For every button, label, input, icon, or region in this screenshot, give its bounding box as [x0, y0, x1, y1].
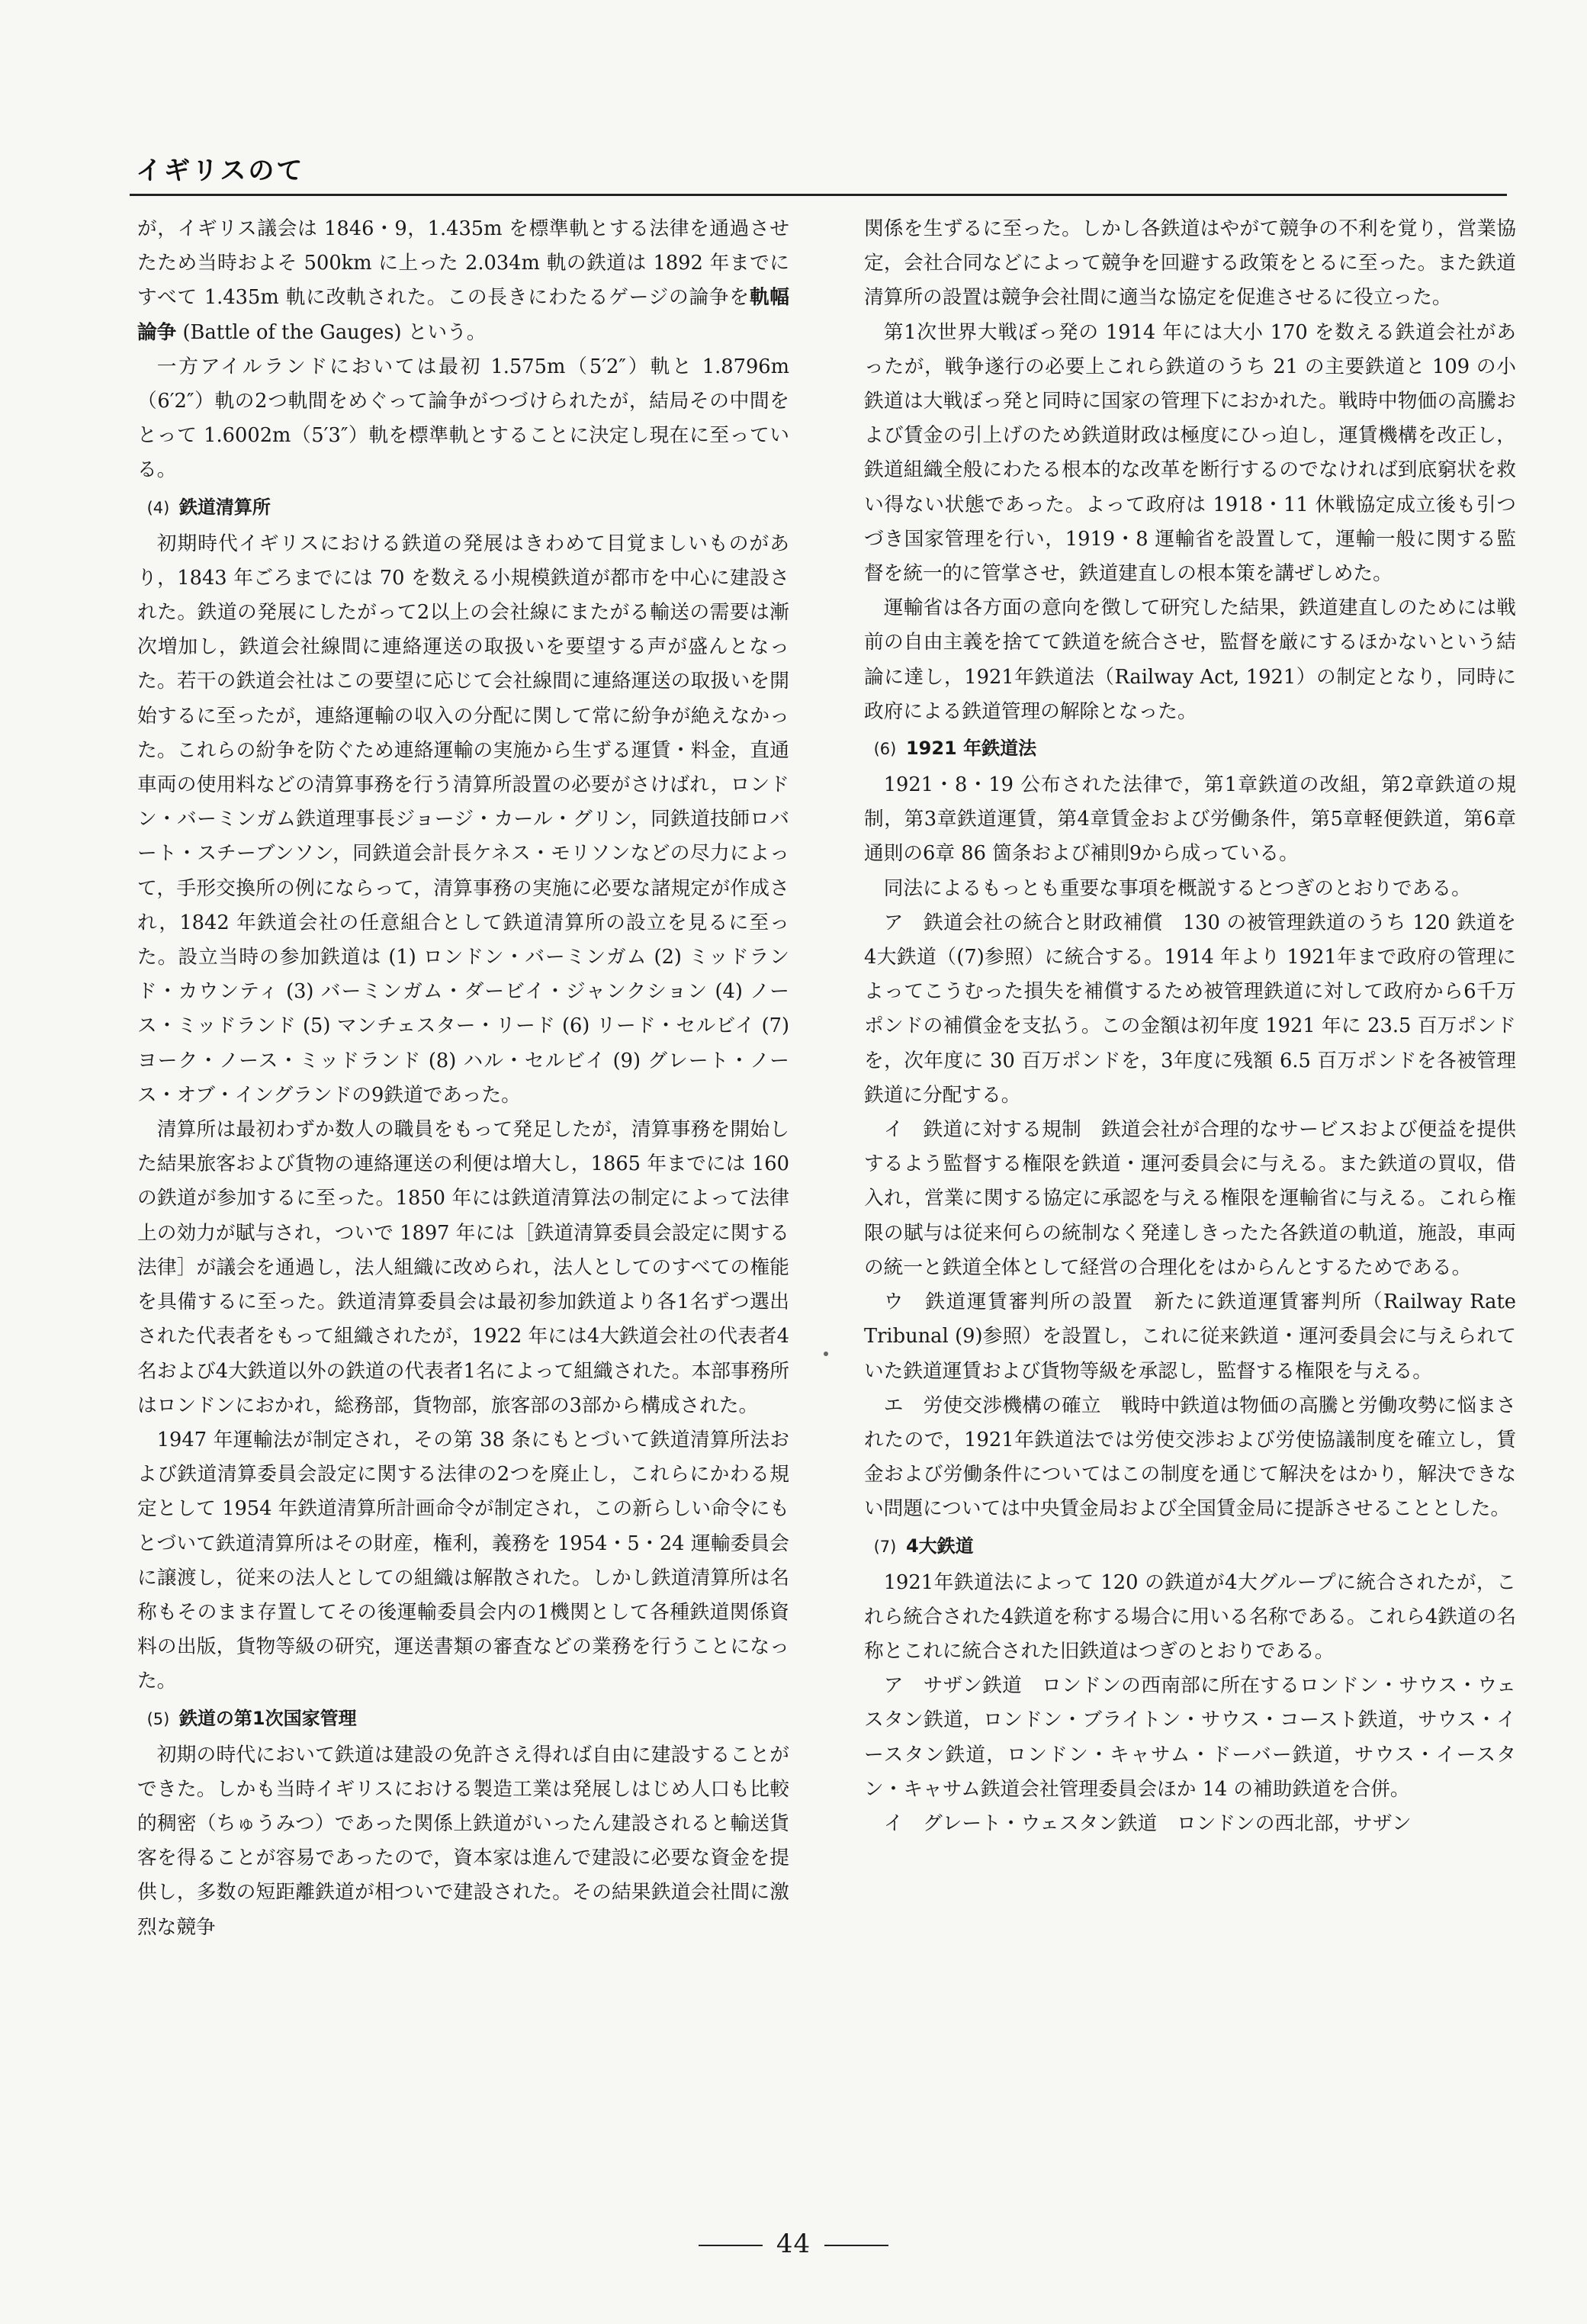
section-heading: [864, 1530, 1516, 1563]
paragraph-text: (Battle of the Gauges) という。: [176, 320, 487, 344]
paragraph: 1921年鉄道法によって 120 の鉄道が4大グループに統合されたが，これら統合された4鉄道を称する場合に用いる名称である。これら4鉄道の名称とこれに統合された旧鉄道はつぎのとおりである。: [864, 1570, 1516, 1663]
scan-speck: [824, 1352, 828, 1356]
paragraph: ア サザン鉄道 ロンドンの西南部に所在するロンドン・サウス・ウェスタン鉄道，ロンドン・ブライトン・サウス・コースト鉄道，サウス・イースタン鉄道，ロンドン・キャサム・ドーバー鉄道，サウス・イースタン・キャサム鉄道会社管理委員会ほか 14 の補助鉄道を合併。: [864, 1674, 1516, 1801]
section-number: (7): [873, 1537, 897, 1556]
paragraph: イ 鉄道に対する規制 鉄道会社が合理的なサービスおよび便益を提供するよう監督する権限を鉄道・運河委員会に与える。また鉄道の買収，借入れ，営業に関する協定に承認を与える権限を運輸省に与える。これら権限の賦与は従来何らの統制なく発達しきったた各鉄道の軌道，施設，車両の統一と鉄道全体として経営の合理化をはからんとするためである。: [864, 1118, 1516, 1279]
right-column: [864, 212, 1516, 1841]
left-column: [137, 212, 789, 1945]
paragraph: 関係を生ずるに至った。しかし各鉄道はやがて競争の不利を覚り，営業協定，会社合同などによって競争を回避する政策をとるに至った。また鉄道清算所の設置は競争会社間に適当な協定を促進させるに役立った。: [864, 217, 1516, 310]
paragraph-text: が，イギリス議会は 1846・9，1.435m を標準軌とする法律を通過させたため当時およそ 500km に上った 2.034m 軌の鉄道は 1892 年までにすべて 1.435m 軌に改軌された。この長きにわたるゲージの論争を: [137, 217, 789, 310]
keyword: 軌幅論争: [137, 286, 789, 344]
section-title: 1921 年鉄道法: [905, 738, 1037, 760]
section-title: 鉄道清算所: [178, 496, 271, 518]
paragraph: 清算所は最初わずか数人の職員をもって発足したが，清算事務を開始した結果旅客および貨物の連絡運送の利便は増大し，1865 年までには 160 の鉄道が参加するに至った。1850 年には鉄道清算法の制定によって法律上の効力が賦与され，ついで 1897 年には［鉄道清算委員会設定に関する法律］が議会を通過し，法人組織に改められ，法人としてのすべての権能を具備するに至った。鉄道清算委員会は最初参加鉄道より各1名ずつ選出された代表者をもって組織されたが，1922 年には4大鉄道会社の代表者4名および4大鉄道以外の鉄道の代表者1名によって組織された。本部事務所はロンドンにおかれ，総務部，貨物部，旅客部の3部から構成された。: [137, 1118, 789, 1417]
running-header: イギリスのて: [136, 156, 305, 186]
paragraph: 運輸省は各方面の意向を徴して研究した結果，鉄道建直しのためには戦前の自由主義を捨てて鉄道を統合させ，監督を厳にするほかないという結論に達し，1921年鉄道法（Railway Act, 1921）の制定となり，同時に政府による鉄道管理の解除となった。: [864, 596, 1516, 723]
page-number-dash-right: [824, 2245, 888, 2246]
paragraph: 第1次世界大戦ぼっ発の 1914 年には大小 170 を数える鉄道会社があったが，戦争遂行の必要上これら鉄道のうち 21 の主要鉄道と 109 の小鉄道は大戦ぼっ発と同時に国家の管理下におかれた。戦時中物価の高騰および賃金の引上げのため鉄道財政は極度にひっ迫し，運賃機構を改正し，鉄道組織全般にわたる根本的な改革を断行するのでなければ到底窮状を救い得ない状態であった。よって政府は 1918・11 休戦協定成立後も引つづき国家管理を行い，1919・8 運輸省を設置して，運輸一般に関する監督を統一的に管掌させ，鉄道建直しの根本策を講ぜしめた。: [864, 320, 1516, 586]
section-number: (4): [146, 498, 170, 517]
paragraph: 1947 年運輸法が制定され，その第 38 条にもとづいて鉄道清算所法および鉄道清算委員会設定に関する法律の2つを廃止し，これらにかわる規定として 1954 年鉄道清算所計画命令が制定され，この新らしい命令にもとづいて鉄道清算所はその財産，権利，義務を 1954・5・24 運輸委員会に譲渡し，従来の法人としての組織は解散された。しかし鉄道清算所は名称もそのまま存置してその後運輸委員会内の1機関として各種鉄道関係資料の出版，貨物等級の研究，運送書類の審査などの業務を行うことになった。: [137, 1428, 789, 1693]
paragraph: エ 労使交渉機構の確立 戦時中鉄道は物価の高騰と労働攻勢に悩まされたので，1921年鉄道法では労使交渉および労使協議制度を確立し，賃金および労働条件についてはこの制度を通じて解決をはかり，解決できない問題については中央賃金局および全国賃金局に提訴させることとした。: [864, 1393, 1516, 1521]
paragraph: イ グレート・ウェスタン鉄道 ロンドンの西北部，サザン: [883, 1811, 1412, 1835]
section-heading: [137, 1702, 789, 1735]
paragraph: 同法によるもっとも重要な事項を概説するとつぎのとおりである。: [883, 876, 1471, 900]
paragraph: 1921・8・19 公布された法律で，第1章鉄道の改組，第2章鉄道の規制，第3章鉄道運賃，第4章賃金および労働条件，第5章軽便鉄道，第6章通則の6章 86 箇条および補則9から成っている。: [864, 773, 1516, 866]
paragraph: ア 鉄道会社の統合と財政補償 130 の被管理鉄道のうち 120 鉄道を4大鉄道（(7)参照）に統合する。1914 年より 1921年まで政府の管理によってこうむった損失を補償するため被管理鉄道に対して政府から6千万ポンドの補償金を支払う。この金額は初年度 1921 年に 23.5 百万ポンドを，次年度に 30 百万ポンドを，3年度に残額 6.5 百万ポンドを各被管理鉄道に分配する。: [864, 911, 1516, 1107]
paragraph: [137, 212, 789, 350]
section-title: 4大鉄道: [905, 1535, 974, 1557]
header-rule: [130, 194, 1507, 196]
paragraph: 初期の時代において鉄道は建設の免許さえ得れば自由に建設することができた。しかも当時イギリスにおける製造工業は発展しはじめ人口も比較的稠密（ちゅうみつ）であった関係上鉄道がいったん建設されると輸送貨客を得ることが容易であったので，資本家は進んで建設に必要な資金を提供し，多数の短距離鉄道が相ついで建設された。その結果鉄道会社間に激烈な競争: [137, 1743, 789, 1939]
section-heading: [137, 491, 789, 524]
paragraph: 初期時代イギリスにおける鉄道の発展はきわめて目覚ましいものがあり，1843 年ごろまでには 70 を数える小規模鉄道が都市を中心に建設された。鉄道の発展にしたがって2以上の会社線にまたがる輸送の需要は漸次増加し，鉄道会社線間に連絡運送の取扱いを要望する声が盛んとなった。若干の鉄道会社はこの要望に応じて会社線間に連絡運送の取扱いを開始するに至ったが，連絡運輸の収入の分配に関して常に紛争が絶えなかった。これらの紛争を防ぐため連絡運輸の実施から生ずる運賃・料金，直通車両の使用料などの清算事務を行う清算所設置の必要がさけばれ，ロンドン・バーミンガム鉄道理事長ジョージ・カール・グリン，同鉄道技師ロバート・スチーブンソン，同鉄道会計長ケネス・モリソンなどの尽力によって，手形交換所の例にならって，清算事務の実施に必要な諸規定が作成され，1842 年鉄道会社の任意組合として鉄道清算所の設立を見るに至った。設立当時の参加鉄道は (1) ロンドン・バーミンガム (2) ミッドランド・カウンティ (3) バーミンガム・ダービイ・ジャンクション (4) ノース・ミッドランド (5) マンチェスター・リード (6) リード・セルビイ (7) ヨーク・ノース・ミッドランド (8) ハル・セルビイ (9) グレート・ノース・オブ・イングランドの9鉄道であった。: [137, 532, 789, 1107]
page-number: 44: [776, 2229, 811, 2259]
section-number: (6): [873, 740, 897, 759]
section-number: (5): [146, 1709, 170, 1728]
section-title: 鉄道の第1次国家管理: [178, 1707, 357, 1729]
paragraph: ウ 鉄道運賃審判所の設置 新たに鉄道運賃審判所（Railway Rate Tribunal (9)参照）を設置し，これに従来鉄道・運河委員会に与えられていた鉄道運賃および貨物等級を承認し，監督する権限を与える。: [864, 1291, 1516, 1383]
page-number-footer: [0, 2229, 1587, 2259]
paragraph: 一方アイルランドにおいては最初 1.575m（5′2″）軌と 1.8796m（6′2″）軌の2つ軌間をめぐって論争がつづけられたが，結局その中間をとって 1.6002m（5′3″）軌を標準軌とすることに決定し現在に至っている。: [137, 355, 789, 482]
page-number-dash-left: [699, 2245, 763, 2246]
section-heading: [864, 732, 1516, 765]
